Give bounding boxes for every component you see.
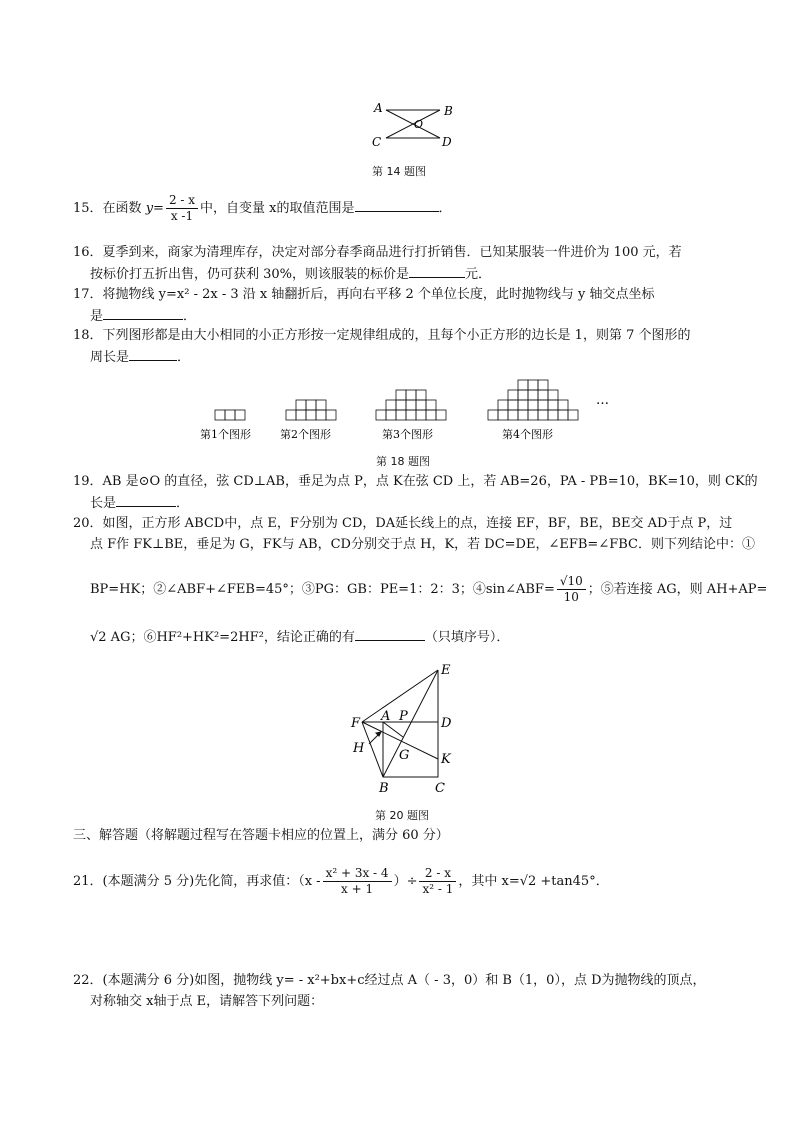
fig18-square [498,400,508,410]
fig18-square [538,400,548,410]
question-17-line2 [90,307,196,326]
fig18-square [538,410,548,420]
fig18-square [396,400,406,410]
fig18-square [406,410,416,420]
fig18-square [528,380,538,390]
q15-end: ． [438,201,452,216]
question-21 [73,866,609,897]
q21-fraction-2 [419,866,456,897]
q20-denominator: 10 [563,590,579,604]
fig18-square [528,410,538,420]
figure-18 [190,368,630,448]
q20-answer-blank[interactable] [355,628,425,641]
fig18-square [558,410,568,420]
q20-numerator: √10 [557,574,586,590]
q19-end: ． [176,496,190,511]
fig18-square [548,400,558,410]
fig18-square [416,390,426,400]
q15-prefix: 15．在函数 [73,201,146,216]
q21-denominator-2: x² - 1 [422,882,454,896]
fig18-square [488,410,498,420]
q20-end: （只填序号）． [424,630,510,645]
fig20-caption: 第 20 题图 [375,809,429,822]
fig18-square [416,410,426,420]
q20-conclusions-b: ；⑤若连接 AG，则 AH+AP= [587,582,768,597]
fig18-square [508,400,518,410]
question-19-line2 [90,494,189,513]
q17-text: 是 [90,309,104,324]
question-22-line1: 22．(本题满分 6 分)如图，抛物线 y= - x²+bx+c经过点 A（ - 3，0）和 B（1，0），点 D为抛物线的顶点， [73,973,706,988]
fig18-square [518,390,528,400]
fig20-label-P: P [399,709,408,724]
fig18-label-1: 第1个图形 [200,428,251,441]
fig18-caption: 第 18 题图 [376,455,430,468]
fig14-caption: 第 14 题图 [372,165,426,178]
q20-conclusions-c: √2 AG；⑥HF²+HK²=2HF²，结论正确的有 [90,630,355,645]
fig18-square [316,410,326,420]
fig18-square [215,410,225,420]
q16-answer-blank[interactable] [409,265,465,278]
question-16-line1: 16．夏季到来，商家为清理库存，决定对部分春季商品进行打折销售．已知某服装一件进价为 100 元，若 [73,245,682,260]
fig18-square [498,410,508,420]
fig18-square [406,400,416,410]
q21-fraction-1 [323,866,392,897]
fig20-label-C: C [435,781,445,796]
q15-numerator: 2 - x [166,193,198,209]
fig18-square [558,400,568,410]
fig18-square [326,410,336,420]
fig18-label-2: 第2个图形 [280,428,331,441]
fig18-square [538,390,548,400]
fig18-square [518,380,528,390]
fig18-square [316,400,326,410]
fig18-ellipsis: … [596,393,609,408]
fig18-square [538,380,548,390]
fig18-square [406,390,416,400]
question-20-line3 [90,574,767,605]
fig18-square [508,410,518,420]
fig18-square [518,410,528,420]
fig18-square [568,410,578,420]
fig18-square [396,390,406,400]
fig18-square [426,410,436,420]
q20-conclusions-a: BP=HK；②∠ABF+∠FEB=45°；③PG：GB：PE=1：2：3；④sin∠ABF= [90,582,555,597]
question-17-line1: 17．将抛物线 y=x² - 2x - 3 沿 x 轴翻折后，再向右平移 2 个单位长度，此时抛物线与 y 轴交点坐标 [73,287,655,302]
q19-answer-blank[interactable] [116,494,176,507]
fig18-square [306,410,316,420]
fig14-label-C: C [372,135,382,149]
fig18-square [235,410,245,420]
q21-divide: ）÷ [393,874,418,889]
q15-answer-blank[interactable] [355,199,439,212]
q15-denominator: x -1 [170,209,194,223]
q21-suffix: ，其中 x=√2 +tan45°． [458,874,609,889]
question-20-line4 [90,628,509,647]
fig14-label-O: O [414,118,424,131]
q15-suffix: 中，自变量 x的取值范围是 [200,201,355,216]
fig18-square [396,410,406,420]
fig20-label-H: H [353,741,365,756]
question-16-line2 [90,265,491,284]
q21-denominator-1: x + 1 [341,882,374,896]
q18-end: ． [177,350,191,365]
fig18-square [508,390,518,400]
question-15 [73,193,452,224]
fig18-square [296,400,306,410]
fig18-square [376,410,386,420]
q21-prefix: 21．(本题满分 5 分)先化简，再求值：（x - [73,874,321,889]
figure-20 [345,660,470,800]
fig18-square [225,410,235,420]
fig18-square [386,410,396,420]
fig14-label-A: A [374,101,383,115]
fig18-square [306,400,316,410]
fig14-label-B: B [444,104,453,118]
fig20-label-B: B [379,781,389,796]
figure-14 [360,98,470,154]
fig20-label-D: D [441,716,452,731]
question-22-line2: 对称轴交 x轴于点 E，请解答下列问题： [90,994,324,1009]
fig18-label-3: 第3个图形 [382,428,433,441]
fig18-square [436,410,446,420]
question-19-line1: 19．AB 是⊙O 的直径，弦 CD⊥AB，垂足为点 P，点 K在弦 CD 上，若 AB=26，PA - PB=10，BK=10，则 CK的 [73,474,758,489]
question-20-line1: 20．如图，正方形 ABCD中，点 E，F分别为 CD，DA延长线上的点，连接 EF，BF，BE，BE交 AD于点 P，过 [73,516,733,531]
q16-text: 按标价打五折出售，仍可获利 30%，则该服装的标价是 [90,267,410,282]
q20-fraction [557,574,586,605]
q18-answer-blank[interactable] [129,348,177,361]
fig18-square [548,410,558,420]
fig18-square [416,400,426,410]
fig18-label-4: 第4个图形 [502,428,553,441]
q15-fraction [166,193,198,224]
fig20-label-A: A [381,709,391,724]
q17-answer-blank[interactable] [103,307,183,320]
section-3-heading: 三、解答题（将解题过程写在答题卡相应的位置上，满分 60 分） [73,828,449,843]
fig20-label-G: G [399,748,410,763]
question-18-line1: 18．下列图形都是由大小相同的小正方形按一定规律组成的，且每个小正方形的边长是 1，则第 7 个图形的 [73,328,691,343]
q21-numerator-1: x² + 3x - 4 [323,866,392,882]
fig18-square [296,410,306,420]
fig18-square [528,390,538,400]
fig20-label-F: F [351,716,361,731]
fig18-square [286,410,296,420]
fig20-label-E: E [441,663,451,678]
q16-unit: 元． [465,267,492,282]
fig18-square [528,400,538,410]
fig14-label-D: D [442,135,452,149]
question-18-line2 [90,348,190,367]
q15-func-y: y= [145,201,164,216]
fig20-label-K: K [441,752,451,767]
fig18-square [518,400,528,410]
q19-text: 长是 [90,496,117,511]
fig18-square [386,400,396,410]
question-20-line2: 点 F作 FK⊥BE，垂足为 G，FK与 AB，CD分别交于点 H，K，若 DC=DE，∠EFB=∠FBC．则下列结论中：① [90,537,755,552]
q17-end: ． [183,309,197,324]
q18-text: 周长是 [90,350,130,365]
fig18-square [548,390,558,400]
fig18-square [426,400,436,410]
q21-numerator-2: 2 - x [419,866,456,882]
